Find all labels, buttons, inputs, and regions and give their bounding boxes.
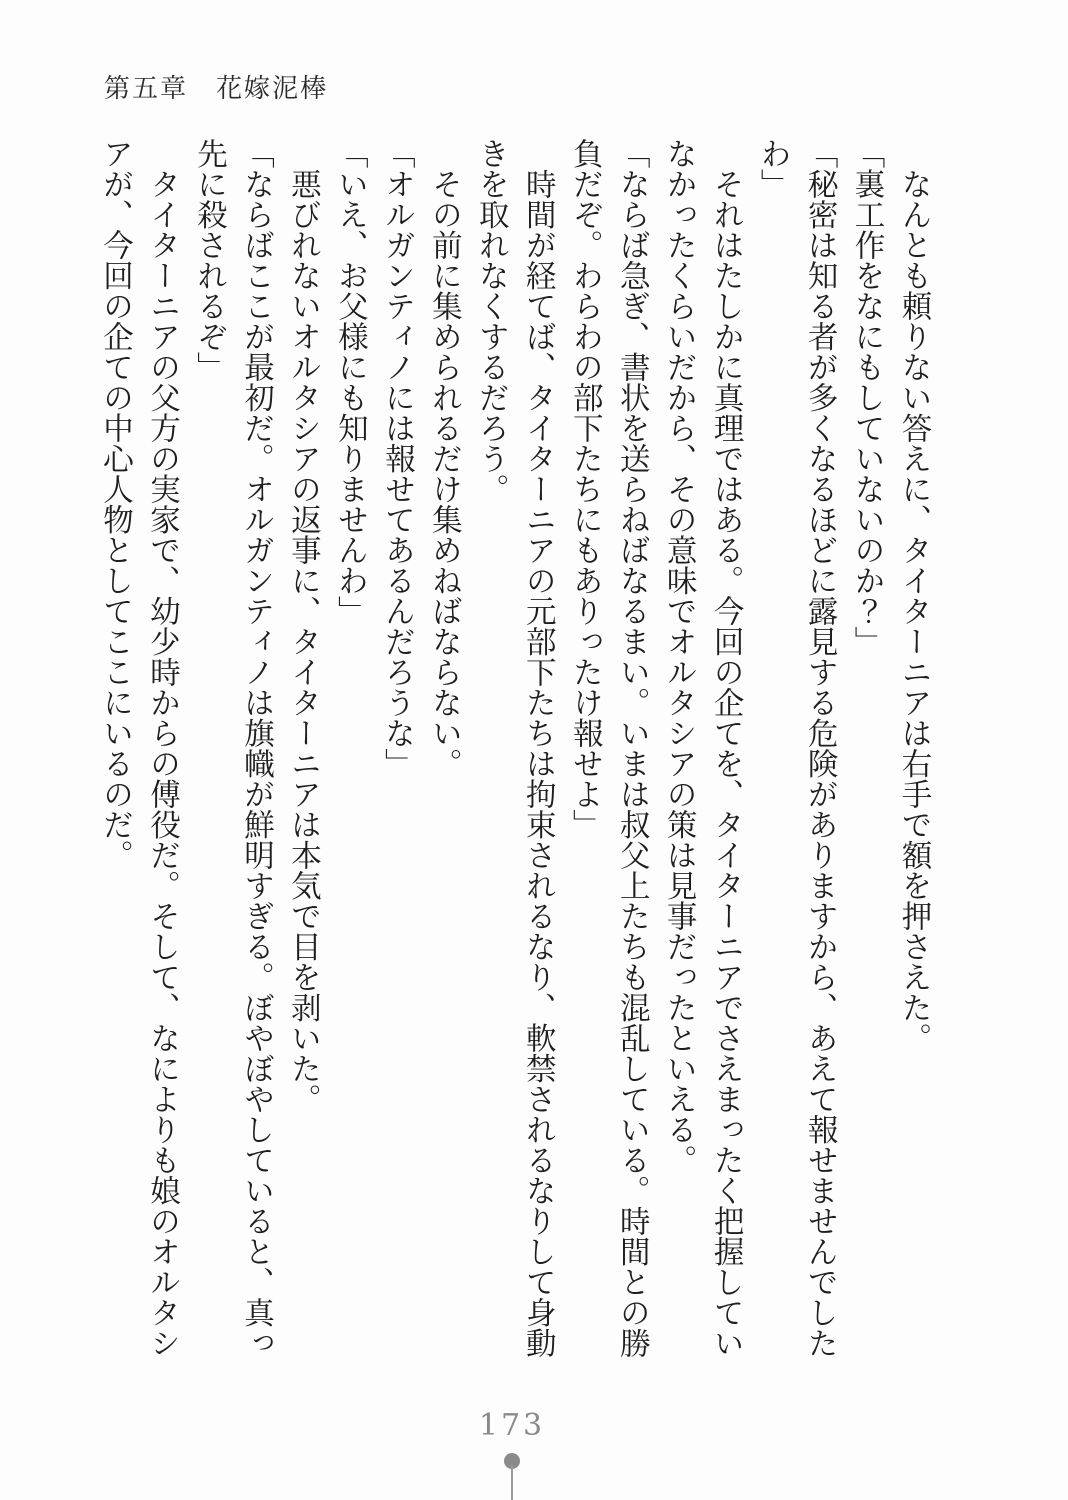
page-number: 173 <box>478 1408 546 1443</box>
body-text <box>91 138 936 1360</box>
chapter-header: 第五章 花嫁泥棒 <box>104 74 329 104</box>
paragraph-dialogue: 「秘密は知る者が多くなるほどに露見する危険がありますから、あえて報せませんでしたわ」 <box>755 138 838 1358</box>
paragraph-narration: タイターニアの父方の実家で、幼少時からの傅役だ。そして、なによりも娘のオルタシアが、今回の企ての中心人物としてここにいるのだ。 <box>97 138 180 1358</box>
paragraph-dialogue: 「裏工作をなにもしていないのか？」 <box>849 138 885 657</box>
paragraph-narration: なんとも頼りない答えに、タイターニアは右手で額を押さえた。 <box>896 138 931 1053</box>
paragraph-dialogue: 「ならばここが最初だ。オルガンティノは旗幟が鮮明すぎる。ぼやぼやしていると、真っ先に殺されるぞ」 <box>191 138 274 1358</box>
paragraph-narration: その前に集められるだけ集めねばならない。 <box>426 138 462 779</box>
paragraph-dialogue: 「ならば急ぎ、書状を送らねばなるまい。いまは叔父上たちも混乱している。時間との勝負だぞ。わらわの部下たちにもありったけ報せよ」 <box>567 138 650 1358</box>
paragraph-narration: それはたしかに真理ではある。今回の企てを、タイターニアでさえまったく把握していなかったくらいだから、その意味でオルタシアの策は見事だったといえる。 <box>661 138 744 1358</box>
paragraph-dialogue: 「いえ、お父様にも知りませんわ」 <box>332 138 368 626</box>
paragraph-narration: 悪びれないオルタシアの返事に、タイターニアは本気で目を剥いた。 <box>285 138 321 1114</box>
paragraph-narration: 時間が経てば、タイターニアの元部下たちは拘束されるなり、軟禁されるなりして身動きを取れなくするだろう。 <box>473 138 556 1358</box>
footer-ornament-line <box>511 1465 513 1500</box>
paragraph-dialogue: 「オルガンティノには報せてあるんだろうな」 <box>379 138 415 779</box>
